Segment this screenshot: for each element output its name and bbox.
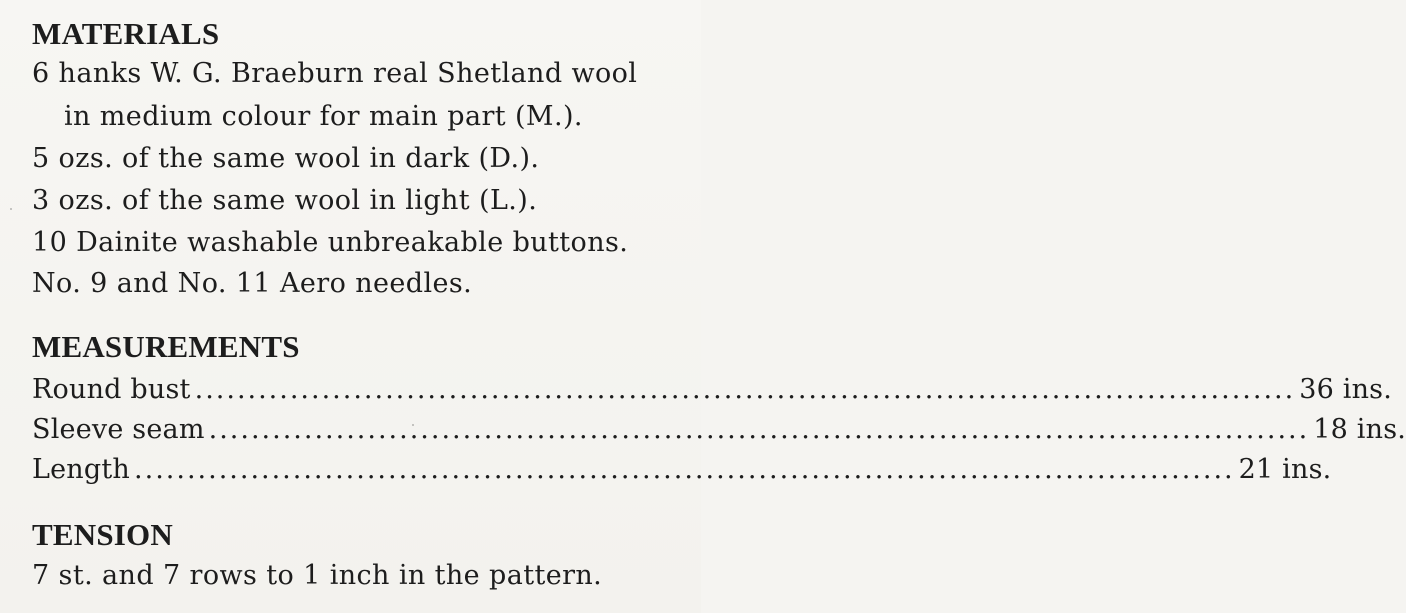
paper-speck bbox=[412, 424, 414, 426]
measurement-label: Round bust bbox=[32, 374, 191, 405]
measurement-row-length bbox=[32, 454, 1332, 486]
measurement-row-round-bust bbox=[32, 374, 1393, 406]
tension-line-1: 7 st. and 7 rows to 1 inch in the pattern. bbox=[32, 560, 603, 591]
dot-leader: ........................................................................................................ bbox=[208, 414, 1310, 445]
measurement-label: Length bbox=[32, 454, 131, 485]
paper-speck bbox=[10, 208, 12, 210]
dot-leader: ........................................................................................................ bbox=[134, 454, 1235, 485]
materials-line-1: 6 hanks W. G. Braeburn real Shetland wool bbox=[32, 58, 638, 89]
measurement-value: 36 ins. bbox=[1299, 374, 1393, 405]
dot-leader: ........................................................................................................ bbox=[194, 374, 1296, 405]
measurement-value: 18 ins. bbox=[1313, 414, 1406, 445]
materials-line-3: 5 ozs. of the same wool in dark (D.). bbox=[32, 143, 540, 174]
materials-line-6: No. 9 and No. 11 Aero needles. bbox=[32, 268, 473, 299]
measurement-row-sleeve-seam bbox=[32, 414, 1406, 446]
measurements-heading: MEASUREMENTS bbox=[32, 329, 300, 364]
materials-line-2: in medium colour for main part (M.). bbox=[64, 101, 583, 132]
measurement-label: Sleeve seam bbox=[32, 414, 205, 445]
measurement-value: 21 ins. bbox=[1238, 454, 1332, 485]
materials-line-4: 3 ozs. of the same wool in light (L.). bbox=[32, 185, 538, 216]
materials-heading: MATERIALS bbox=[32, 16, 220, 51]
materials-line-5: 10 Dainite washable unbreakable buttons. bbox=[32, 227, 629, 258]
tension-heading: TENSION bbox=[32, 517, 173, 552]
